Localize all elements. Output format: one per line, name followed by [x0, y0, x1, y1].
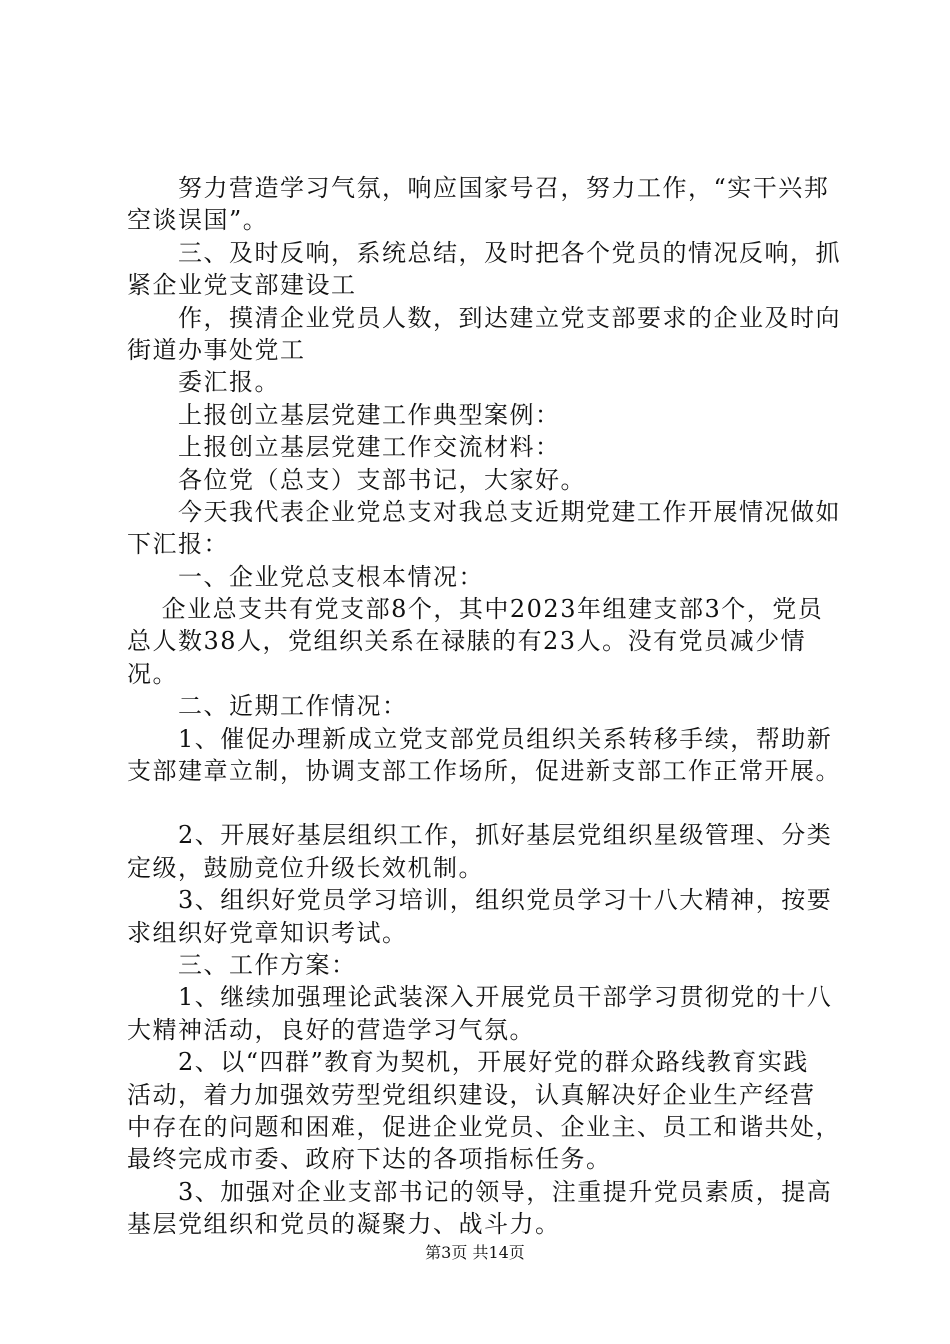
text-line: 最终完成市委、政府下达的各项指标任务。	[127, 1145, 612, 1174]
text-line: 努力营造学习气氛，响应国家号召，努力工作，“实干兴邦	[127, 174, 830, 202]
text-line: 作，摸清企业党员人数，到达建立党支部要求的企业及时向	[127, 303, 841, 332]
document-body	[127, 172, 839, 1241]
text-line: 上报创立基层党建工作交流材料：	[127, 433, 561, 462]
text-line: 今天我代表企业党总支对我总支近期党建工作开展情况做如	[127, 497, 841, 526]
text-line: 2、开展好基层组织工作，抓好基层党组织星级管理、分类	[127, 821, 833, 850]
text-line: 紧企业党支部建设工	[127, 271, 357, 300]
text-line: 委汇报。	[127, 368, 280, 397]
text-line: 总人数38人，党组织关系在禄脿的有23人。没有党员减少情	[127, 627, 807, 656]
text-line: 3、组织好党员学习培训，组织党员学习十八大精神，按要	[127, 886, 833, 915]
text-line: 上报创立基层党建工作典型案例：	[127, 400, 561, 429]
text-line: 活动，着力加强效劳型党组织建设，认真解决好企业生产经营	[127, 1080, 816, 1109]
text-line: 况。	[127, 659, 178, 688]
paragraph-gap	[127, 787, 839, 819]
text-line: 二、近期工作情况：	[127, 692, 408, 721]
text-line: 支部建章立制，协调支部工作场所，促进新支部工作正常开展。	[127, 757, 841, 786]
text-line: 下汇报：	[127, 530, 229, 559]
text-line: 中存在的问题和困难，促进企业党员、企业主、员工和谐共处，	[127, 1112, 841, 1141]
text-line: 基层党组织和党员的凝聚力、战斗力。	[127, 1210, 561, 1239]
page-footer	[0, 1242, 950, 1264]
text-line: 企业总支共有党支部8个，其中2023年组建支部3个，党员	[127, 595, 824, 624]
text-line: 三、工作方案：	[127, 950, 357, 979]
text-line: 一、企业党总支根本情况：	[127, 562, 484, 591]
text-line: 1、催促办理新成立党支部党员组织关系转移手续，帮助新	[127, 724, 833, 753]
text-line: 街道办事处党工	[127, 335, 306, 364]
text-line: 三、及时反响，系统总结，及时把各个党员的情况反响，抓	[127, 238, 841, 267]
text-line: 大精神活动，良好的营造学习气氛。	[127, 1015, 535, 1044]
text-line: 求组织好党章知识考试。	[127, 918, 408, 947]
text-line: 各位党（总支）支部书记，大家好。	[127, 465, 586, 494]
text-line: 2、以“四群”教育为契机，开展好党的群众路线教育实践	[127, 1048, 809, 1077]
text-line: 3、加强对企业支部书记的领导，注重提升党员素质，提高	[127, 1177, 833, 1206]
text-line: 空谈误国”。	[127, 206, 269, 235]
text-line: 定级，鼓励竞位升级长效机制。	[127, 853, 484, 882]
page-number-label: 第3页 共14页	[425, 1243, 525, 1262]
text-line: 1、继续加强理论武装深入开展党员干部学习贯彻党的十八	[127, 983, 833, 1012]
